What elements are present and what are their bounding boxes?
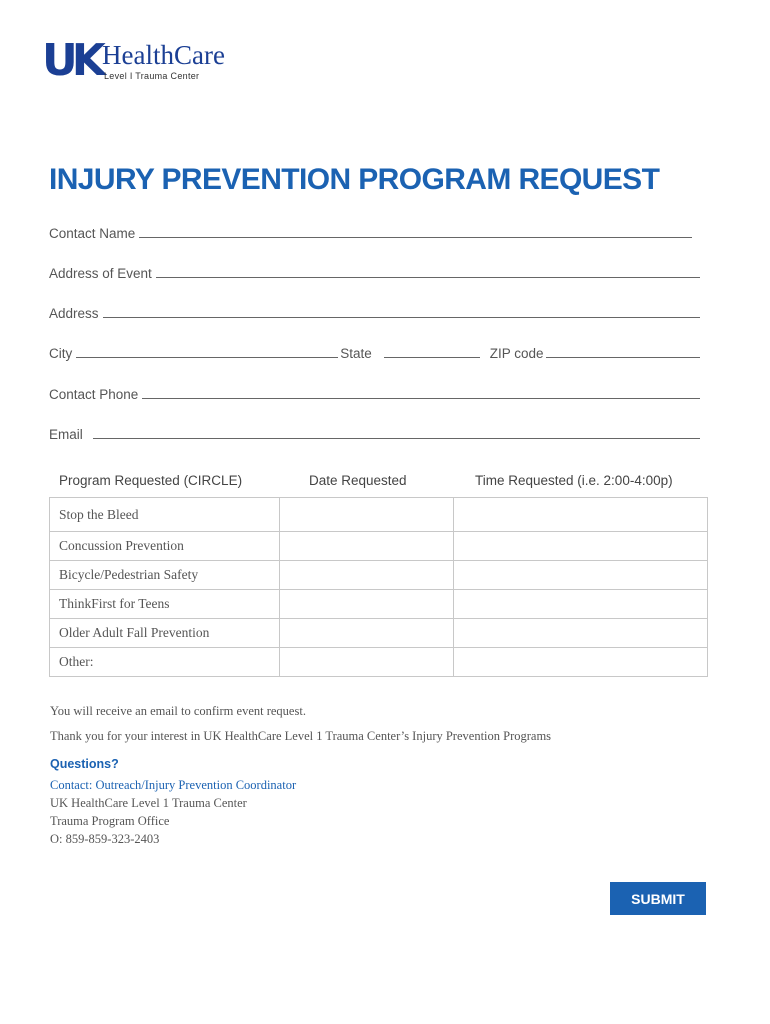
- time-cell[interactable]: [454, 532, 708, 561]
- date-cell[interactable]: [280, 498, 454, 532]
- contact-line: Contact: Outreach/Injury Prevention Coordinator: [50, 778, 297, 792]
- address-of-event-line[interactable]: [156, 276, 700, 278]
- city-line[interactable]: [76, 356, 338, 358]
- table-row: [50, 590, 708, 619]
- contact-name-field[interactable]: [49, 223, 700, 241]
- state-line[interactable]: [384, 356, 480, 358]
- time-cell[interactable]: [454, 561, 708, 590]
- table-row: [50, 532, 708, 561]
- contact-name-line[interactable]: [139, 236, 692, 238]
- program-option[interactable]: Older Adult Fall Prevention: [50, 619, 280, 648]
- address-field[interactable]: [49, 303, 700, 321]
- program-option[interactable]: Stop the Bleed: [50, 498, 280, 532]
- date-cell[interactable]: [280, 648, 454, 677]
- address-label: Address: [49, 306, 99, 321]
- program-option[interactable]: Bicycle/Pedestrian Safety: [50, 561, 280, 590]
- time-requested-header: Time Requested (i.e. 2:00-4:00p): [475, 473, 673, 488]
- date-requested-header: Date Requested: [309, 473, 407, 488]
- contact-line: Trauma Program Office: [50, 814, 170, 828]
- city-state-zip-row: [49, 343, 700, 361]
- date-cell[interactable]: [280, 619, 454, 648]
- questions-heading: Questions?: [50, 757, 119, 771]
- state-label: State: [340, 346, 372, 361]
- contact-info: [50, 776, 296, 848]
- form-title: INJURY PREVENTION PROGRAM REQUEST: [49, 163, 660, 196]
- date-cell[interactable]: [280, 561, 454, 590]
- program-option[interactable]: Other:: [50, 648, 280, 677]
- contact-name-label: Contact Name: [49, 226, 136, 241]
- email-field[interactable]: [49, 424, 700, 442]
- table-row: [50, 498, 708, 532]
- address-of-event-label: Address of Event: [49, 266, 152, 281]
- submit-button[interactable]: SUBMIT: [610, 882, 706, 915]
- table-row: [50, 648, 708, 677]
- program-requested-header: Program Requested (CIRCLE): [59, 473, 243, 488]
- uk-healthcare-logo: [42, 35, 242, 86]
- confirm-note: You will receive an email to confirm event request.: [50, 704, 306, 718]
- date-cell[interactable]: [280, 532, 454, 561]
- program-request-table: [49, 497, 708, 677]
- contact-phone-line[interactable]: [142, 397, 700, 399]
- logo-subtitle: Level I Trauma Center: [104, 71, 200, 81]
- contact-line: UK HealthCare Level 1 Trauma Center: [50, 796, 247, 810]
- date-cell[interactable]: [280, 590, 454, 619]
- city-label: City: [49, 346, 73, 361]
- table-row: [50, 619, 708, 648]
- program-option[interactable]: Concussion Prevention: [50, 532, 280, 561]
- email-line[interactable]: [93, 437, 700, 439]
- address-of-event-field[interactable]: [49, 263, 700, 281]
- program-option[interactable]: ThinkFirst for Teens: [50, 590, 280, 619]
- time-cell[interactable]: [454, 619, 708, 648]
- address-line[interactable]: [103, 316, 700, 318]
- logo-name: HealthCare: [102, 40, 225, 70]
- logo-mark: UK: [42, 35, 100, 86]
- contact-phone: O: 859-859-323-2403: [50, 832, 160, 846]
- table-row: [50, 561, 708, 590]
- zip-line[interactable]: [546, 356, 700, 358]
- email-label: Email: [49, 427, 83, 442]
- contact-phone-label: Contact Phone: [49, 387, 139, 402]
- time-cell[interactable]: [454, 590, 708, 619]
- thanks-note: Thank you for your interest in UK HealthCare Level 1 Trauma Center’s Injury Prevention Programs: [50, 729, 552, 743]
- time-cell[interactable]: [454, 648, 708, 677]
- zip-label: ZIP code: [489, 346, 544, 361]
- time-cell[interactable]: [454, 498, 708, 532]
- contact-phone-field[interactable]: [49, 384, 700, 402]
